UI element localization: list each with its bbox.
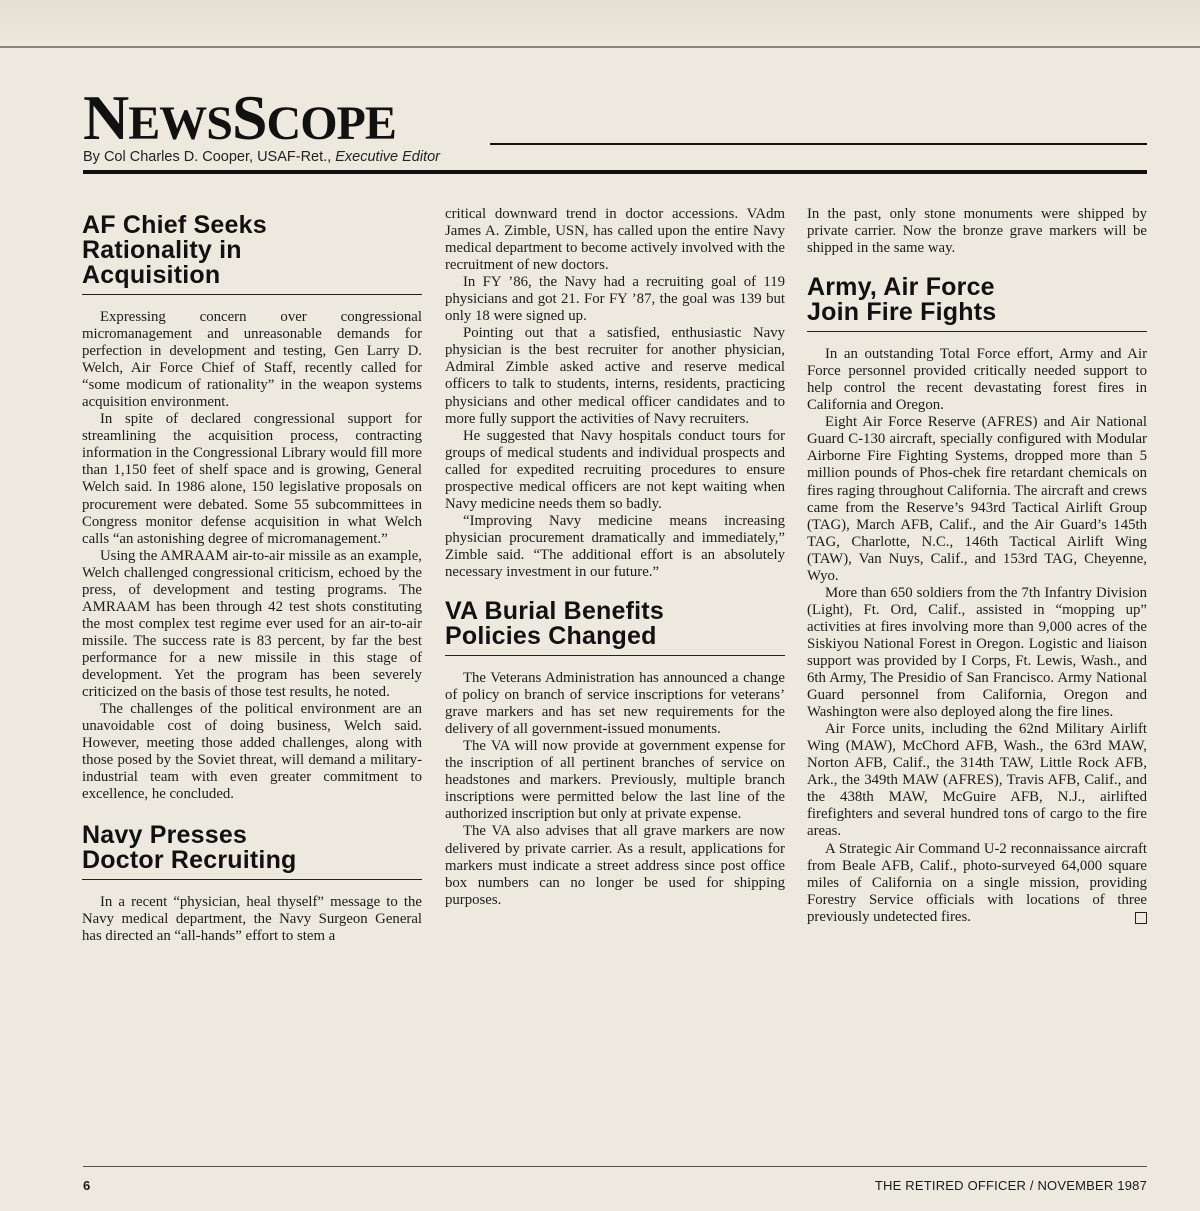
paragraph: In a recent “physician, heal thyself” message to the Navy medical department, the Navy Surgeon General has directed an “all-hands” effort to stem a [82, 894, 422, 945]
column-1 [82, 213, 422, 946]
page-number: 6 [83, 1178, 91, 1193]
paragraph: In FY ’86, the Navy had a recruiting goal of 119 physicians and got 21. For FY ’87, the goal was 139 but only 18 were signed up. [445, 274, 785, 325]
paragraph: He suggested that Navy hospitals conduct tours for groups of medical students and individual prospects and called for expedited recruiting procedures to ensure prospective medical officers are not kept waiting when Navy medicine needs them so badly. [445, 427, 785, 512]
paragraph: The VA will now provide at government expense for the inscription of all pertinent branches of service on headstones and markers. Previously, multiple branch inscriptions were permitted below the last line of the authorized inscription but only at private expense. [445, 738, 785, 823]
paragraph: critical downward trend in doctor accessions. VAdm James A. Zimble, USN, has called upon the entire Navy medical department to become actively involved with the recruitment of new doctors. [445, 206, 785, 274]
footer-rule [83, 1166, 1147, 1167]
paragraph: Air Force units, including the 62nd Military Airlift Wing (MAW), McChord AFB, Wash., the 63rd MAW, Norton AFB, Calif., the 314th TAW, Little Rock AFB, Ark., the 349th MAW (AFRES), Travis AFB, Calif., and the 438th MAW, McGuire AFB, N.J., airlifted firefighters and several hundred tons of cargo to the fire areas. [807, 721, 1147, 840]
headline-rule [445, 655, 785, 656]
publication-footer: THE RETIRED OFFICER / NOVEMBER 1987 [874, 1178, 1147, 1193]
paragraph: Pointing out that a satisfied, enthusiastic Navy physician is the best recruiter for another physician, Admiral Zimble asked active and reserve medical officers to talk to students, interns, residents, practicing physicians and other medical officer candidates and to more fully support the activities of Navy recruiters. [445, 325, 785, 427]
byline-role: Executive Editor [335, 149, 441, 165]
end-mark-icon [1135, 912, 1147, 924]
headline-rule [82, 294, 422, 295]
title-rule [490, 143, 1147, 145]
headline-rule [82, 879, 422, 880]
article-af-chief [82, 213, 422, 803]
paragraph: A Strategic Air Command U-2 reconnaissance aircraft from Beale AFB, Calif., photo-surveyed 64,000 square miles of California on a single mission, providing Forestry Service officials with locations of three previously undetected fires. [807, 840, 1147, 925]
headline-af-chief: AF Chief Seeks Rationality in Acquisition [82, 211, 267, 289]
paragraph: More than 650 soldiers from the 7th Infantry Division (Light), Ft. Ord, Calif., assisted in “mopping up” activities at fires involving more than 9,000 acres of the Siskiyou National Forest in Oregon. Logistic and liaison support was provided by I Corps, Ft. Lewis, Wash., and 6th Army, The Presidio of San Francisco. Army National Guard personnel from California, Oregon and Washington were also deployed along the fire lines. [807, 584, 1147, 721]
paragraph: Expressing concern over congressional micromanagement and unreasonable demands for perfection in development and testing, Gen Larry D. Welch, Air Force Chief of Staff, recently called for “some modicum of rationality” in the weapon systems acquisition environment. [82, 309, 422, 411]
article-fire [807, 275, 1147, 926]
paragraph: Using the AMRAAM air-to-air missile as an example, Welch challenged congressional criticism, echoed by the press, of development and testing programs. The AMRAAM has been through 42 test shots constituting the most complex test regime ever used for an air-to-air missile. The success rate is 83 percent, by far the best performance for a new missile in this stage of development. Yet the program has been severely criticized on the basis of those test results, he noted. [82, 547, 422, 701]
byline: By Col Charles D. Cooper, USAF-Ret., Executive Editor [83, 149, 441, 165]
paragraph: In spite of declared congressional support for streamlining the acquisition process, contracting information in the Congressional Library would fill more than 1,150 feet of shelf space and is growing, General Welch said. In 1986 alone, 150 legislative proposals on procurement were debated. Some 55 subcommittees in Congress monitor defense acquisition in what Welch calls “an astonishing degree of micromanagement.” [82, 411, 422, 547]
headline-navy: Navy Presses Doctor Recruiting [82, 821, 297, 875]
article-va [445, 599, 785, 909]
page-top-edge [0, 0, 1200, 50]
headline-va: VA Burial Benefits Policies Changed [445, 597, 664, 651]
header-rule [83, 170, 1147, 174]
article-navy [82, 823, 422, 945]
column-3 [807, 206, 1147, 926]
headline-fire: Army, Air Force Join Fire Fights [807, 273, 997, 327]
section-title: NEWSSCOPE [83, 82, 396, 153]
paragraph: In the past, only stone monuments were shipped by private carrier. Now the bronze grave markers will be shipped in the same way. [807, 206, 1147, 257]
paragraph: The challenges of the political environment are an unavoidable cost of doing business, Welch said. However, meeting those added challenges, along with those posed by the Soviet threat, will demand a military-industrial team with even greater commitment to excellence, he concluded. [82, 701, 422, 803]
paragraph: “Improving Navy medicine means increasing physician procurement dramatically and immediately,” Zimble said. “The additional effort is an absolutely necessary investment in our future.” [445, 512, 785, 580]
paragraph: The Veterans Administration has announced a change of policy on branch of service inscriptions for veterans’ grave markers and has set new requirements for the delivery of all government-issued monuments. [445, 670, 785, 738]
headline-rule [807, 331, 1147, 332]
paragraph: The VA also advises that all grave markers are now delivered by private carrier. As a result, applications for markers must indicate a street address since post office box numbers can no longer be used for shipping purposes. [445, 823, 785, 908]
top-divider [0, 46, 1200, 48]
paragraph: In an outstanding Total Force effort, Army and Air Force personnel provided critically needed support to help control the recent devastating forest fires in California and Oregon. [807, 346, 1147, 414]
paragraph: Eight Air Force Reserve (AFRES) and Air National Guard C-130 aircraft, specially configured with Modular Airborne Fire Fighting Systems, dropped more than 5 million pounds of Phos-chek fire retardant chemicals on fires raging throughout California. The aircraft and crews came from the Reserve’s 943rd Tactical Airlift Group (TAG), March AFB, Calif., and the Air Guard’s 145th TAG, Charlotte, N.C., 146th Tactical Airlift Wing (TAW), Van Nuys, Calif., and 153rd TAG, Cheyenne, Wyo. [807, 414, 1147, 584]
column-2 [445, 206, 785, 909]
